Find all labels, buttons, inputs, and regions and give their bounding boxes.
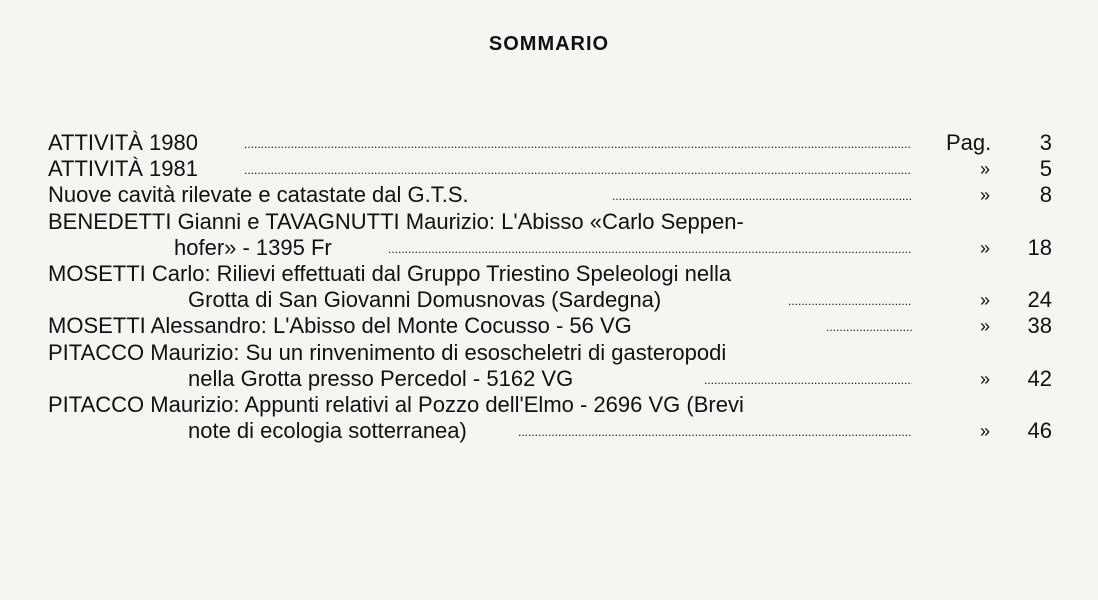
page-title: SOMMARIO (488, 33, 610, 55)
toc-entry (48, 182, 1058, 208)
page-number: 24 (1027, 287, 1052, 313)
toc-entry (48, 156, 1058, 182)
ditto-mark: » (979, 421, 990, 442)
toc-entry-title: PITACCO Maurizio: Appunti relativi al Pozzo dell'Elmo - 2696 VG (Brevi (48, 391, 744, 417)
toc-entry-line-1 (48, 340, 1058, 366)
toc-entry-title: ATTIVITÀ 1981 (48, 156, 198, 182)
page-number: 38 (1027, 313, 1052, 339)
page-number: 8 (1039, 182, 1052, 208)
page-number: 18 (1027, 234, 1052, 260)
page-number: 3 (1039, 130, 1052, 155)
toc-entry-title: Nuove cavità rilevate e catastate dal G.T.S. (48, 182, 469, 208)
toc-entry-title: MOSETTI Alessandro: L'Abisso del Monte Cocusso - 56 VG (48, 313, 632, 339)
table-of-contents (48, 130, 1058, 444)
toc-entry-line-2 (48, 418, 1058, 444)
ditto-mark: » (979, 159, 990, 180)
leader-dots (244, 130, 912, 158)
toc-entry-line-2 (48, 235, 1058, 261)
toc-entry-title-cont: nella Grotta presso Percedol - 5162 VG (188, 365, 574, 391)
toc-entry-title: ATTIVITÀ 1980 (48, 130, 198, 155)
toc-entry-title-cont: hofer» - 1395 Fr (174, 234, 332, 260)
page-number: 5 (1039, 156, 1052, 182)
leader-dots (788, 287, 912, 315)
page-prefix: Pag. (946, 130, 992, 155)
ditto-mark: » (979, 185, 990, 206)
toc-entry-line-2 (48, 287, 1058, 313)
toc-entry-line-1 (48, 261, 1058, 287)
page-number: 46 (1027, 418, 1052, 444)
leader-dots (826, 313, 912, 341)
toc-entry-line-1 (48, 392, 1058, 418)
toc-entry-title: PITACCO Maurizio: Su un rinvenimento di esoscheletri di gasteropodi (48, 339, 727, 365)
page-number: 42 (1027, 365, 1052, 391)
toc-entry (48, 130, 1058, 156)
ditto-mark: » (979, 368, 990, 389)
ditto-mark: » (979, 316, 990, 337)
toc-entry-title: MOSETTI Carlo: Rilievi effettuati dal Gruppo Triestino Speleologi nella (48, 260, 732, 286)
toc-entry-title: BENEDETTI Gianni e TAVAGNUTTI Maurizio: L'Abisso «Carlo Seppen- (48, 208, 744, 234)
toc-entry-line-1 (48, 209, 1058, 235)
toc-entry-title-cont: Grotta di San Giovanni Domusnovas (Sardegna) (188, 287, 662, 313)
toc-entry (48, 313, 1058, 339)
leader-dots (612, 182, 912, 210)
ditto-mark: » (979, 290, 990, 311)
toc-entry-title-cont: note di ecologia sotterranea) (188, 418, 467, 444)
ditto-mark: » (979, 237, 990, 258)
leader-dots (704, 366, 912, 394)
leader-dots (388, 235, 912, 263)
toc-entry-line-2 (48, 366, 1058, 392)
leader-dots (518, 418, 912, 446)
leader-dots (244, 156, 912, 184)
